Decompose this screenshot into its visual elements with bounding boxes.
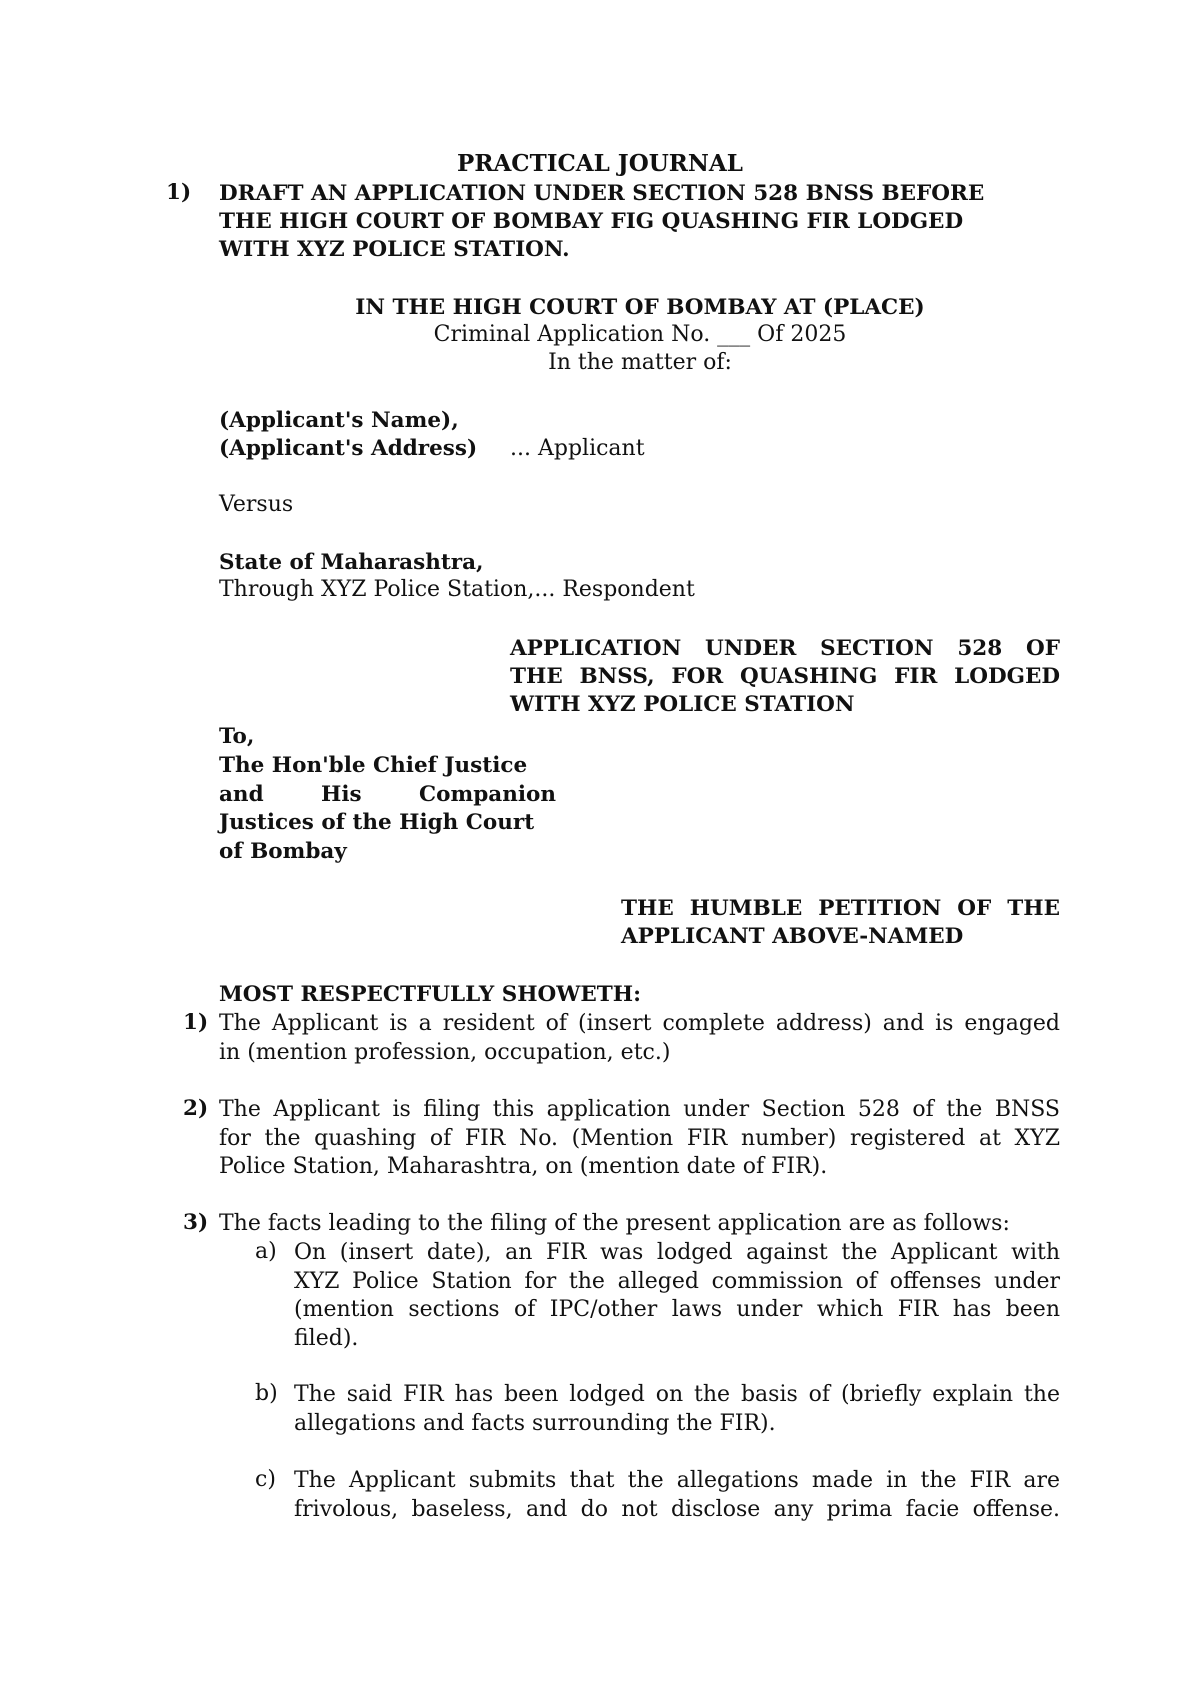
application-title-line: APPLICATION UNDER SECTION 528 OF	[510, 636, 1060, 661]
question-line: DRAFT AN APPLICATION UNDER SECTION 528 BNSS BEFORE	[219, 181, 985, 206]
applicant-role: ... Applicant	[510, 436, 645, 461]
sub-item-a	[294, 1239, 1060, 1353]
paragraph-number: 2)	[183, 1096, 209, 1121]
paragraph-line: Police Station, Maharashtra, on (mention date of FIR).	[219, 1154, 828, 1179]
sub-item-c	[294, 1467, 1060, 1524]
matter-line: In the matter of:	[548, 350, 732, 375]
application-title-line: WITH XYZ POLICE STATION	[510, 692, 855, 717]
page-title: PRACTICAL JOURNAL	[457, 150, 743, 177]
sub-item-line: The said FIR has been lodged on the basis of (briefly explain the	[294, 1382, 1060, 1407]
addressee-line: Justices of the High Court	[219, 810, 535, 835]
sub-item-line: The Applicant submits that the allegations made in the FIR are	[294, 1468, 1060, 1493]
addressee-line: of Bombay	[219, 838, 347, 864]
question-line: WITH XYZ POLICE STATION.	[219, 237, 570, 262]
respondent-detail: Through XYZ Police Station,... Respondent	[219, 577, 695, 602]
application-title	[510, 635, 1060, 719]
versus-label: Versus	[219, 492, 294, 517]
paragraph-line: The Applicant is filing this application under Section 528 of the BNSS	[219, 1097, 1060, 1122]
sub-item-line: filed).	[294, 1325, 359, 1351]
sub-item-line: (mention sections of IPC/other laws under which FIR has been	[294, 1297, 1060, 1322]
question-line: THE HIGH COURT OF BOMBAY FIG QUASHING FIR LODGED	[219, 209, 964, 234]
sub-item-line: On (insert date), an FIR was lodged against the Applicant with	[294, 1240, 1060, 1265]
applicant-name: (Applicant's Name),	[219, 408, 459, 433]
paragraph-1	[219, 1010, 1060, 1067]
paragraph-number: 3)	[183, 1210, 209, 1235]
paragraph-line: for the quashing of FIR No. (Mention FIR number) registered at XYZ	[219, 1125, 1060, 1151]
addressee-to: To,	[219, 724, 255, 749]
showeth-heading: MOST RESPECTFULLY SHOWETH:	[219, 982, 642, 1007]
paragraph-line: in (mention profession, occupation, etc.)	[219, 1039, 671, 1065]
sub-item-line: XYZ Police Station for the alleged commission of offenses under	[294, 1268, 1060, 1294]
paragraph-3	[219, 1210, 1010, 1239]
petition-heading	[621, 895, 1060, 951]
paragraph-number: 1)	[183, 1010, 209, 1035]
sub-item-letter: a)	[255, 1239, 277, 1264]
court-name: IN THE HIGH COURT OF BOMBAY AT (PLACE)	[355, 295, 925, 320]
addressee-block	[219, 752, 556, 866]
sub-item-line: frivolous, baseless, and do not disclose any prima facie offense.	[294, 1496, 1060, 1522]
paragraph-line: The facts leading to the filing of the present application are as follows:	[219, 1211, 1010, 1236]
sub-item-b	[294, 1381, 1060, 1438]
application-number: Criminal Application No. ___ Of 2025	[433, 322, 847, 347]
paragraph-2	[219, 1096, 1060, 1182]
petition-line: THE HUMBLE PETITION OF THE	[621, 896, 1060, 921]
sub-item-letter: b)	[255, 1381, 278, 1406]
sub-item-line: allegations and facts surrounding the FIR).	[294, 1410, 776, 1436]
question-number: 1)	[166, 180, 192, 205]
addressee-line: and His Companion	[219, 781, 556, 807]
question-text	[219, 180, 984, 264]
paragraph-line: The Applicant is a resident of (insert complete address) and is engaged	[219, 1011, 1060, 1036]
sub-item-letter: c)	[255, 1467, 276, 1492]
petition-line: APPLICANT ABOVE-NAMED	[621, 924, 964, 949]
respondent-name: State of Maharashtra,	[219, 550, 484, 575]
application-title-line: THE BNSS, FOR QUASHING FIR LODGED	[510, 664, 1060, 689]
addressee-line: The Hon'ble Chief Justice	[219, 753, 528, 778]
applicant-address: (Applicant's Address)	[219, 436, 478, 461]
